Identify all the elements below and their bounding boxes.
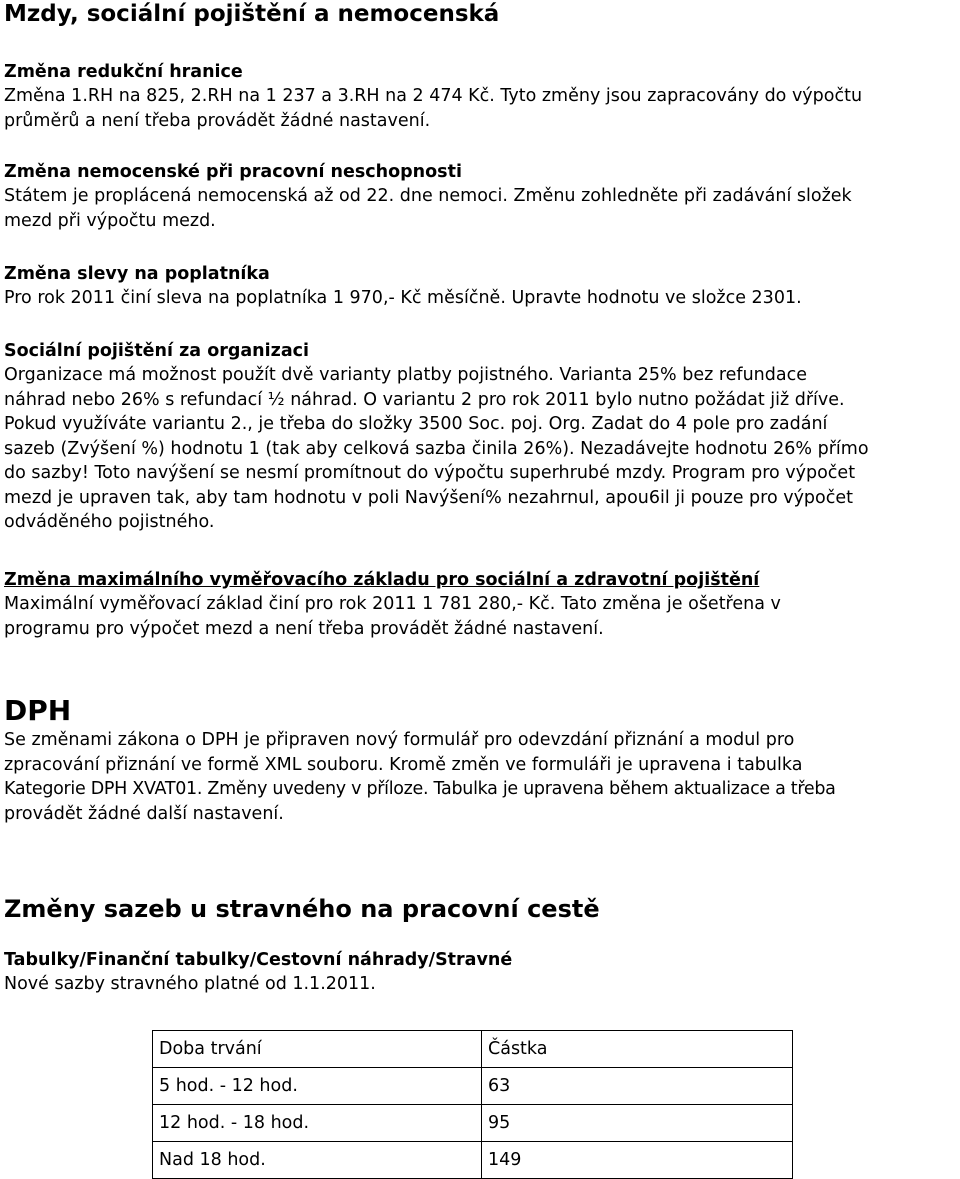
table-cell: 5 hod. - 12 hod. xyxy=(153,1068,482,1105)
section-dph xyxy=(4,694,956,826)
paragraph-line: zpracování přiznání ve formě XML souboru. Kromě změn ve formuláři je upravena i tabulka xyxy=(4,754,803,775)
section-heading: Sociální pojištění za organizaci xyxy=(4,341,310,361)
paragraph-line: sazeb (Zvýšení %) hodnotu 1 (tak aby celková sazba činila 26%). Nezadávejte hodnotu 26% přímo xyxy=(4,438,869,459)
table-header-cell: Doba trvání xyxy=(153,1031,482,1068)
paragraph-line: mezd je upraven tak, aby tam hodnotu v poli Navýšení% nezahrnul, apou6il ji pouze pro výpočet xyxy=(4,487,853,508)
section-heading: Změna nemocenské při pracovní neschopnosti xyxy=(4,162,462,182)
paragraph-line: provádět žádné další nastavení. xyxy=(4,803,284,824)
section-taxpayer-discount xyxy=(4,262,956,311)
paragraph-line: Kategorie DPH XVAT01. Změny uvedeny v příloze. Tabulka je upravena během aktualizace a třeba xyxy=(4,779,836,799)
table-cell: 63 xyxy=(482,1068,793,1105)
paragraph-line: průměrů a není třeba provádět žádné nastavení. xyxy=(4,110,431,131)
paragraph-line: mezd při výpočtu mezd. xyxy=(4,210,216,231)
table-cell: 12 hod. - 18 hod. xyxy=(153,1105,482,1142)
paragraph-line: Pokud využíváte variantu 2., je třeba do složky 3500 Soc. poj. Org. Zadat do 4 pole pro zadání xyxy=(4,414,828,434)
paragraph-line: náhrad nebo 26% s refundací ½ náhrad. O variantu 2 pro rok 2011 bylo nutno požádat již dříve. xyxy=(4,389,845,410)
section-heading: Změna maximálního vyměřovacího základu pro sociální a zdravotní pojištění xyxy=(4,570,760,590)
paragraph-line: programu pro výpočet mezd a není třeba provádět žádné nastavení. xyxy=(4,618,604,639)
section-heading: Změna redukční hranice xyxy=(4,62,243,82)
page-title: Mzdy, sociální pojištění a nemocenská xyxy=(4,1,500,27)
section-sick-pay xyxy=(4,160,956,233)
section-meal-allowance xyxy=(4,892,956,997)
section-heading: Změna slevy na poplatníka xyxy=(4,264,270,284)
paragraph-line: Se změnami zákona o DPH je připraven nový formulář pro odevzdání přiznání a modul pro xyxy=(4,730,795,750)
meal-rates-table xyxy=(152,1030,793,1179)
section-title: Změny sazeb u stravného na pracovní cestě xyxy=(4,895,600,923)
paragraph-line: Maximální vyměřovací základ činí pro rok 2011 1 781 280,- Kč. Tato změna je ošetřena v xyxy=(4,594,781,614)
paragraph-line: Organizace má možnost použít dvě varianty platby pojistného. Varianta 25% bez refundace xyxy=(4,365,807,385)
paragraph-line: odváděného pojistného. xyxy=(4,512,215,532)
paragraph-line: Státem je proplácená nemocenská až od 22. dne nemoci. Změnu zohledněte při zadávání složek xyxy=(4,186,852,206)
paragraph-line: Změna 1.RH na 825, 2.RH na 1 237 a 3.RH na 2 474 Kč. Tyto změny jsou zapracovány do výpočtu xyxy=(4,86,863,106)
paragraph-line: Pro rok 2011 činí sleva na poplatníka 1 970,- Kč měsíčně. Upravte hodnotu ve složce 2301. xyxy=(4,288,802,308)
table-cell: Nad 18 hod. xyxy=(153,1142,482,1179)
table-row xyxy=(153,1142,793,1179)
section-reduction-limit xyxy=(4,60,956,133)
paragraph-line: do sazby! Toto navýšení se nesmí promítnout do výpočtu superhrubé mzdy. Program pro výpočet xyxy=(4,463,856,483)
table-cell: 95 xyxy=(482,1105,793,1142)
table-row xyxy=(153,1105,793,1142)
table-row xyxy=(153,1068,793,1105)
paragraph-line: Nové sazby stravného platné od 1.1.2011. xyxy=(4,974,376,994)
table-header-row xyxy=(153,1031,793,1068)
menu-path: Tabulky/Finanční tabulky/Cestovní náhrady/Stravné xyxy=(4,950,513,970)
section-title: DPH xyxy=(4,694,72,727)
table-header-cell: Částka xyxy=(482,1031,793,1068)
section-social-insurance xyxy=(4,339,956,535)
section-max-assessment-base xyxy=(4,568,956,641)
table-cell: 149 xyxy=(482,1142,793,1179)
